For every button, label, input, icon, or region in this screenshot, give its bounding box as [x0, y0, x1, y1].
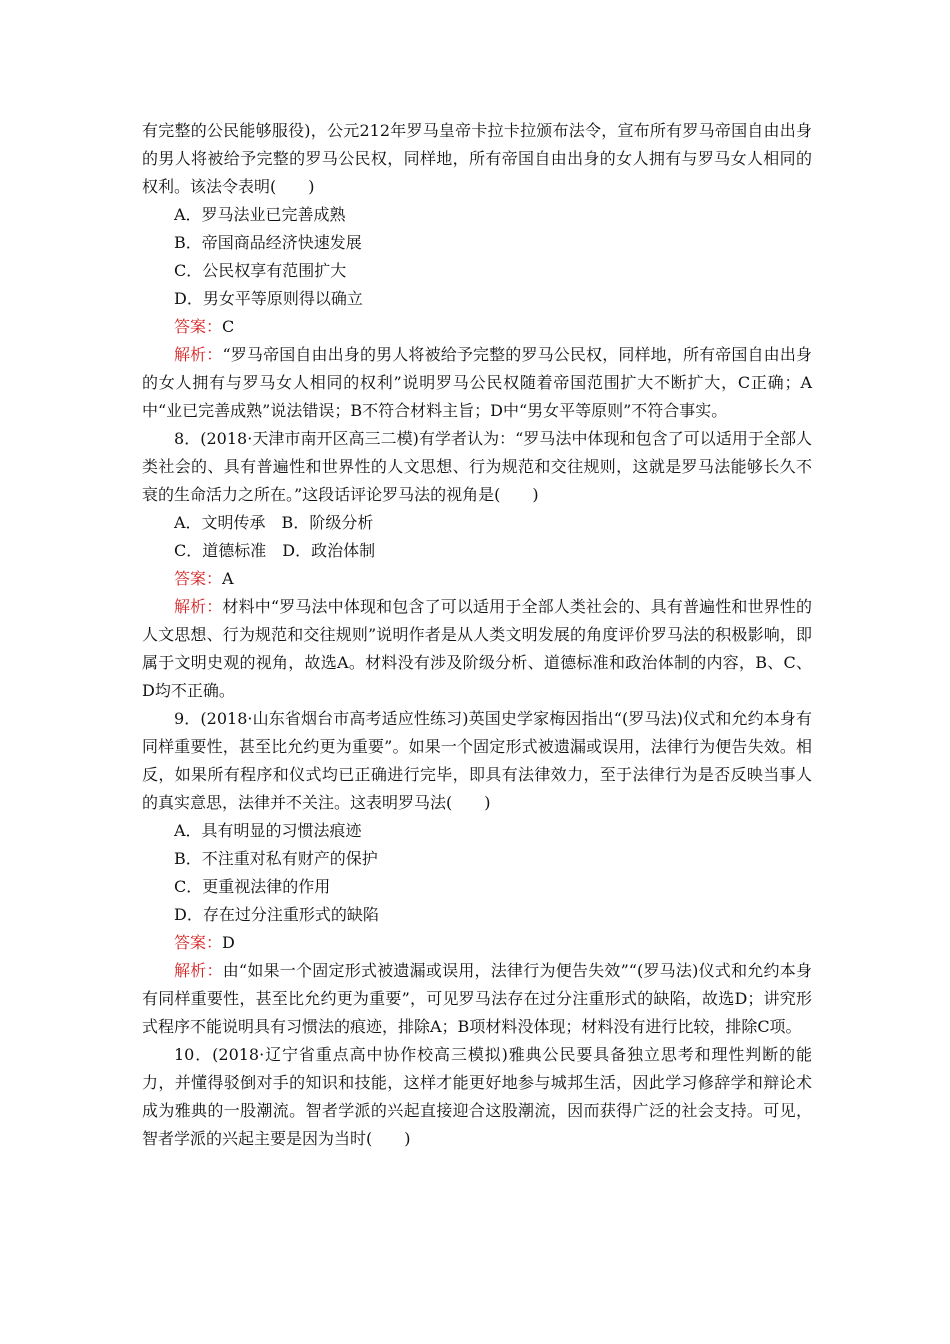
q9-option-a: A．具有明显的习惯法痕迹	[174, 821, 362, 840]
analysis-label: 解析：	[174, 345, 223, 364]
q7-option-d: D．男女平等原则得以确立	[174, 289, 363, 308]
q9-answer	[142, 929, 812, 957]
q8-answer	[142, 565, 812, 593]
document-page	[142, 117, 812, 1153]
q8-options-row-1: A．文明传承 B．阶级分析	[174, 513, 374, 532]
q9-option-c: C．更重视法律的作用	[174, 877, 331, 896]
q7-option-c: C．公民权享有范围扩大	[174, 261, 347, 280]
q8-options-row-2: C．道德标准 D．政治体制	[174, 541, 376, 560]
q7-option-a: A．罗马法业已完善成熟	[174, 205, 346, 224]
analysis-text: “罗马帝国自由出身的男人将被给予完整的罗马公民权，同样地，所有帝国自由出身的女人拥有与罗马女人相同的权利”说明罗马公民权随着帝国范围扩大不断扩大，C正确；A中“业已完善成熟”说法错误；B不符合材料主旨；D中“男女平等原则”不符合事实。	[142, 345, 812, 420]
analysis-text: 材料中“罗马法中体现和包含了可以适用于全部人类社会的、具有普遍性和世界性的人文思想、行为规范和交往规则”说明作者是从人类文明发展的角度评价罗马法的积极影响，即属于文明史观的视角，故选A。材料没有涉及阶级分析、道德标准和政治体制的内容，B、C、D均不正确。	[142, 597, 812, 700]
q10-stem: 10．(2018·辽宁省重点高中协作校高三模拟)雅典公民要具备独立思考和理性判断的能力，并懂得驳倒对手的知识和技能，这样才能更好地参与城邦生活，因此学习修辞学和辩论术成为雅典的一股潮流。智者学派的兴起直接迎合这股潮流，因而获得广泛的社会支持。可见，智者学派的兴起主要是因为当时( )	[142, 1045, 812, 1148]
answer-label: 答案：	[174, 569, 223, 588]
answer-label: 答案：	[174, 933, 223, 952]
q8-analysis	[142, 593, 812, 705]
q7-analysis	[142, 341, 812, 425]
q9-option-d: D．存在过分注重形式的缺陷	[174, 905, 379, 924]
analysis-label: 解析：	[174, 961, 223, 980]
q7-option-b: B．帝国商品经济快速发展	[174, 233, 362, 252]
answer-value: C	[222, 317, 235, 336]
q9-stem: 9．(2018·山东省烟台市高考适应性练习)英国史学家梅因指出“(罗马法)仪式和允约本身有同样重要性，甚至比允约更为重要”。如果一个固定形式被遗漏或误用，法律行为便告失效。相反，如果所有程序和仪式均已正确进行完毕，即具有法律效力，至于法律行为是否反映当事人的真实意思，法律并不关注。这表明罗马法( )	[142, 709, 812, 812]
analysis-text: 由“如果一个固定形式被遗漏或误用，法律行为便告失效”“(罗马法)仪式和允约本身有同样重要性，甚至比允约更为重要”，可见罗马法存在过分注重形式的缺陷，故选D；讲究形式程序不能说明具有习惯法的痕迹，排除A；B项材料没体现；材料没有进行比较，排除C项。	[142, 961, 812, 1036]
q9-option-b: B．不注重对私有财产的保护	[174, 849, 378, 868]
q7-answer	[142, 313, 812, 341]
q7-stem: 有完整的公民能够服役)，公元212年罗马皇帝卡拉卡拉颁布法令，宣布所有罗马帝国自由出身的男人将被给予完整的罗马公民权，同样地，所有帝国自由出身的女人拥有与罗马女人相同的权利。该法令表明( )	[142, 121, 812, 196]
q9-analysis	[142, 957, 812, 1041]
analysis-label: 解析：	[174, 597, 223, 616]
answer-value: A	[222, 569, 234, 588]
q8-stem: 8．(2018·天津市南开区高三二模)有学者认为：“罗马法中体现和包含了可以适用于全部人类社会的、具有普遍性和世界性的人文思想、行为规范和交往规则，这就是罗马法能够长久不衰的生命活力之所在。”这段话评论罗马法的视角是( )	[142, 429, 812, 504]
answer-label: 答案：	[174, 317, 223, 336]
answer-value: D	[222, 933, 235, 952]
